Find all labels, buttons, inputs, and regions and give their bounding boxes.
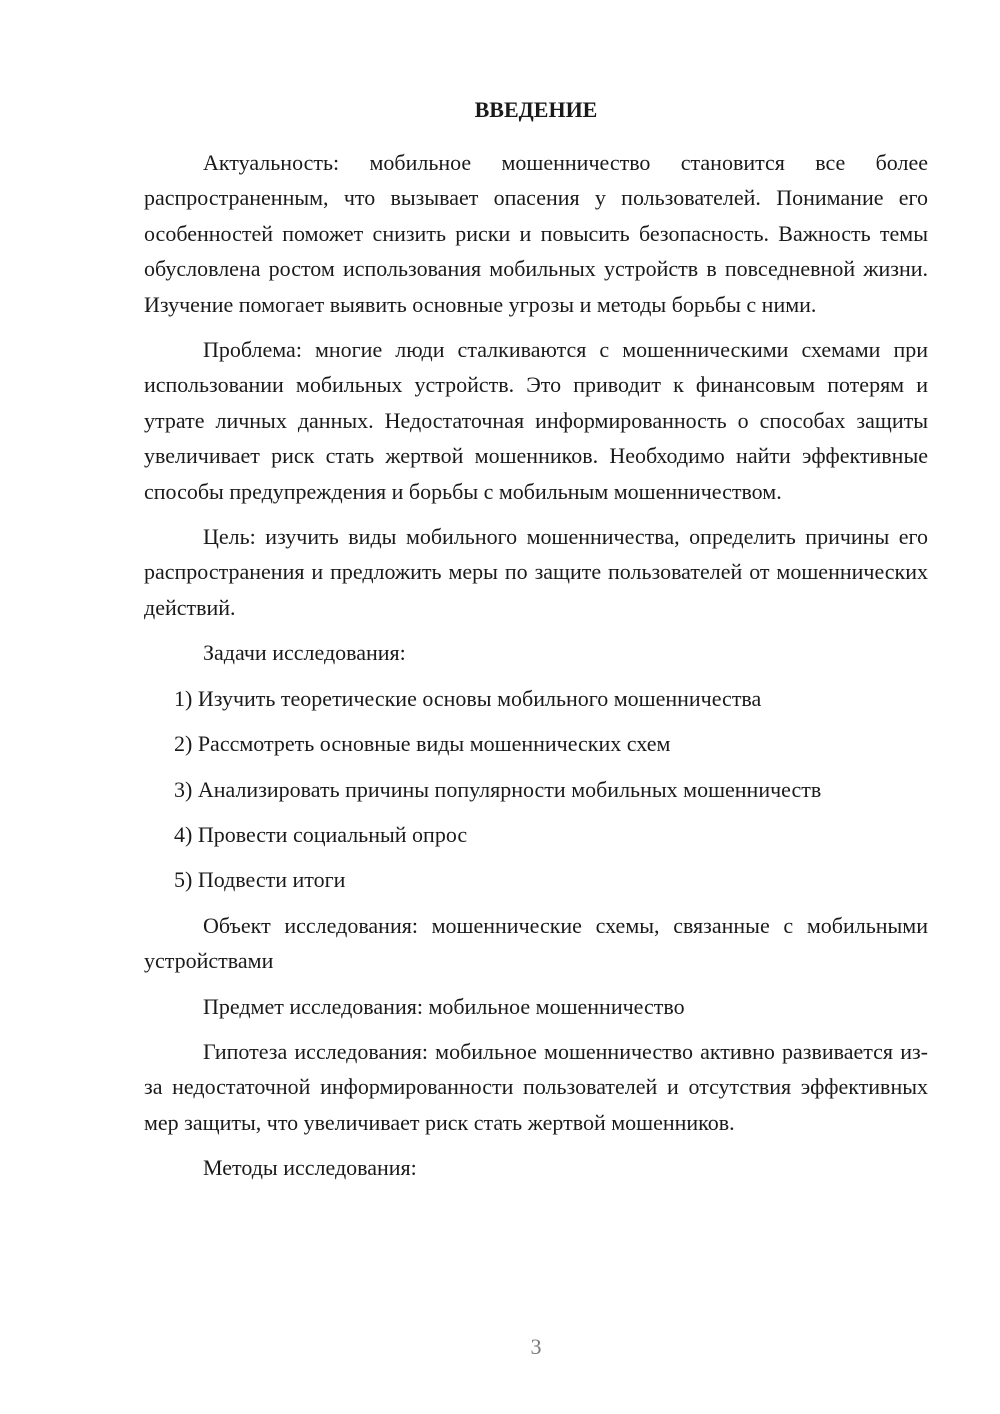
paragraph-object: Объект исследования: мошеннические схемы, связанные с мобильными устройствами — [144, 912, 928, 974]
list-item: 5) Подвести итоги — [174, 867, 346, 893]
paragraph-goal: Цель: изучить виды мобильного мошенничества, определить причины его распространения и предложить меры по защите пользователей от мошеннических действий. — [144, 524, 928, 620]
paragraph-tasks-heading: Задачи исследования: — [203, 640, 406, 666]
list-item: 1) Изучить теоретические основы мобильного мошенничества — [174, 685, 762, 711]
list-item: 2) Рассмотреть основные виды мошеннических схем — [174, 731, 671, 757]
page-number: 3 — [530, 1334, 542, 1359]
list-item: 3) Анализировать причины популярности мобильных мошенничеств — [174, 776, 822, 802]
paragraph-hypothesis: Гипотеза исследования: мобильное мошенничество активно развивается из-за недостаточной информированности пользователей и отсутствия эффективных мер защиты, что увеличивает риск стать жертвой мошенников. — [144, 1038, 928, 1135]
paragraph-problem: Проблема: многие люди сталкиваются с мошенническими схемами при использовании мобильных устройств. Это приводит к финансовым потерям и утрате личных данных. Недостаточная информированность о способах защиты увеличивает риск стать жертвой мошенников. Необходимо найти эффективные способы предупреждения и борьбы с мобильным мошенничеством. — [144, 337, 928, 504]
page-title: ВВЕДЕНИЕ — [474, 97, 598, 122]
document-page — [144, 94, 928, 1196]
paragraph-relevance: Актуальность: мобильное мошенничество становится все более распространенным, что вызывает опасения у пользователей. Понимание его особенностей поможет снизить риски и повысить безопасность. Важность темы обусловлена ростом использования мобильных устройств в повседневной жизни. Изучение помогает выявить основные угрозы и методы борьбы с ними. — [144, 150, 928, 317]
list-item: 4) Провести социальный опрос — [174, 821, 468, 847]
paragraph-methods-heading: Методы исследования: — [203, 1155, 417, 1181]
tasks-list — [144, 681, 928, 898]
paragraph-subject: Предмет исследования: мобильное мошенничество — [203, 993, 685, 1019]
